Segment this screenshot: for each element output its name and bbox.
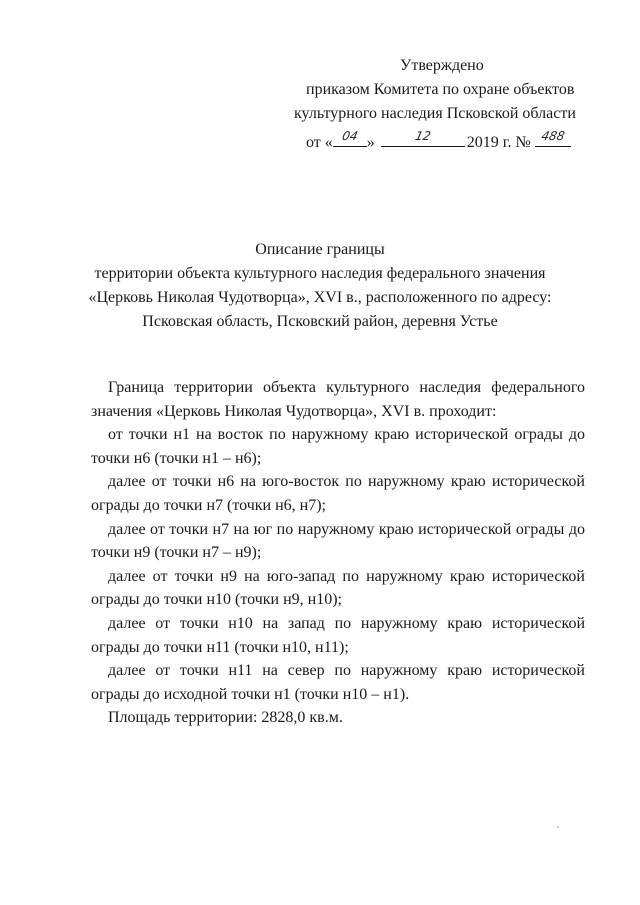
paragraph-segment-1: от точки н1 на восток по наружному краю исторической ограды до точки н6 (точки н1 – н6);: [91, 426, 585, 467]
month-field: [381, 128, 465, 147]
paragraph-segment-6: далее от точки н11 на север по наружному краю исторической ограды до исходной точки н1 (точки н10 – н1).: [91, 662, 585, 703]
heading-line-1: Описание границы: [255, 241, 385, 258]
document-heading: [0, 238, 640, 334]
month-handwritten: 12: [413, 129, 432, 143]
heading-line-3: «Церковь Николая Чудотворца», XVI в., расположенного по адресу:: [88, 289, 552, 306]
number-handwritten: 488: [539, 129, 566, 143]
paragraph-intro: Граница территории объекта культурного наследия федерального значения «Церковь Николая Чудотворца», XVI в. проходит:: [91, 379, 585, 420]
day-handwritten: 04: [340, 129, 359, 143]
approval-order-line: приказом Комитета по охране объектов: [306, 81, 575, 98]
heading-line-4: Псковская область, Псковский район, деревня Устье: [142, 313, 498, 330]
number-field: [535, 128, 571, 147]
day-field: [333, 128, 367, 147]
paragraph-segment-3: далее от точки н7 на юг по наружному краю исторической ограды до точки н9 (точки н7 – н9);: [91, 520, 585, 562]
approval-date-line: [306, 128, 571, 153]
paragraph-segment-2: далее от точки н6 на юго-восток по наружному краю исторической ограды до точки н7 (точки н6, н7);: [91, 473, 585, 514]
area-statement: Площадь территории: 2828,0 кв.м.: [108, 709, 343, 727]
paragraph-segment-5: далее от точки н10 на запад по наружному краю исторической ограды до точки н11 (точки н10, н11);: [91, 614, 585, 656]
approval-title: Утверждено: [400, 57, 484, 74]
date-mid: »: [366, 134, 375, 151]
paragraph-segment-4: далее от точки н9 на юго-запад по наружному краю исторической ограды до точки н10 (точки н9, н10);: [91, 567, 585, 609]
year-number-label: 2019 г. №: [466, 134, 531, 151]
document-body: [91, 376, 585, 730]
approval-committee-line: культурного наследия Псковской области: [294, 105, 576, 122]
date-prefix: от «: [306, 134, 333, 151]
scan-speck: [557, 826, 559, 828]
heading-line-2: территории объекта культурного наследия федерального значения: [94, 265, 546, 282]
